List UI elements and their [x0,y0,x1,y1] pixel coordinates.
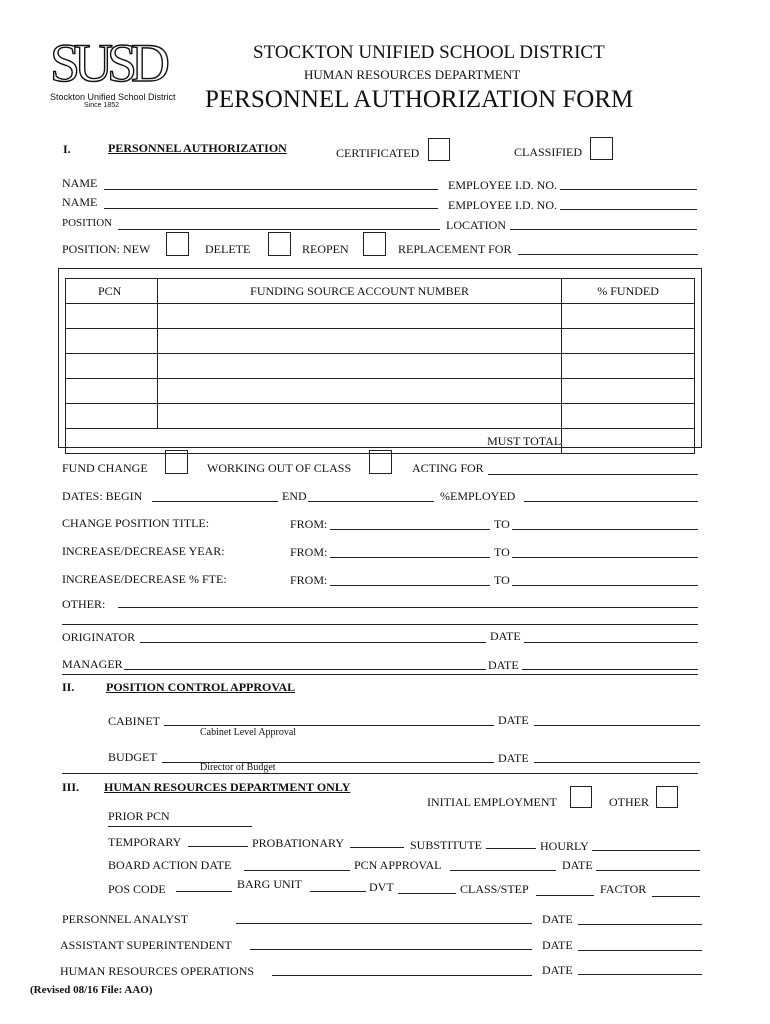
section-divider [62,674,698,675]
originator-label: ORIGINATOR [62,630,136,644]
other-field-1[interactable] [118,607,698,608]
other-employment-label: OTHER [609,795,649,809]
pcn-approval-label: PCN APPROVAL [354,858,442,872]
increase-decrease-year-label: INCREASE/DECREASE YEAR: [62,544,225,558]
location-label: LOCATION [446,218,506,232]
probationary-label: PROBATIONARY [252,836,345,850]
revision-note: (Revised 08/16 File: AAO) [30,984,153,996]
manager-date-field[interactable] [522,669,698,670]
position-title-from-label: FROM: [290,517,328,531]
position-title-from-field[interactable] [330,529,490,530]
assistant-superintendent-date-field[interactable] [578,950,702,951]
cabinet-date-label: DATE [498,713,529,727]
name-field-2[interactable] [104,208,438,209]
budget-date-label: DATE [498,751,529,765]
delete-label: DELETE [205,242,251,256]
department-name: HUMAN RESOURCES DEPARTMENT [304,67,521,82]
employee-id-label-1: EMPLOYEE I.D. NO. [448,178,557,192]
hourly-label: HOURLY [540,839,589,853]
percent-cell[interactable] [562,379,695,404]
employee-id-label-2: EMPLOYEE I.D. NO. [448,198,557,212]
assistant-superintendent-field[interactable] [250,949,532,950]
hr-operations-date-label: DATE [542,963,573,977]
working-out-of-class-label: WORKING OUT OF CLASS [207,461,352,475]
dvt-field[interactable] [398,893,456,894]
substitute-label: SUBSTITUTE [410,838,482,852]
fund-change-label: FUND CHANGE [62,461,148,475]
cabinet-date-field[interactable] [534,725,700,726]
dates-begin-field[interactable] [152,501,278,502]
prior-pcn-field[interactable] [108,826,252,827]
table-row [66,329,695,354]
end-label: END [282,489,307,503]
certificated-checkbox[interactable] [428,138,450,161]
fte-to-field[interactable] [512,585,698,586]
position-title-to-field[interactable] [512,529,698,530]
certificated-label: CERTIFICATED [336,146,420,160]
classified-label: CLASSIFIED [514,145,583,159]
pcn-header: PCN [66,279,158,304]
pcn-approval-field[interactable] [450,870,556,871]
table-row [66,354,695,379]
acting-for-field[interactable] [488,474,698,475]
section-2-numeral: II. [62,680,75,694]
originator-date-label: DATE [490,629,521,643]
fund-change-checkbox[interactable] [165,450,188,474]
total-spacer [66,429,158,454]
prior-pcn-label: PRIOR PCN [108,809,170,823]
section-1-heading: PERSONNEL AUTHORIZATION [108,141,287,155]
fte-to-label: TO [494,573,510,587]
percent-employed-label: %EMPLOYED [440,489,516,503]
account-cell[interactable] [157,379,561,404]
employee-id-field-1[interactable] [560,189,697,190]
percent-cell[interactable] [562,329,695,354]
board-action-date-field[interactable] [244,870,350,871]
factor-field[interactable] [652,896,700,897]
originator-date-field[interactable] [524,642,698,643]
year-from-label: FROM: [290,545,328,559]
table-row [66,304,695,329]
budget-date-field[interactable] [534,762,700,763]
initial-employment-label: INITIAL EMPLOYMENT [427,795,557,809]
account-cell[interactable] [157,404,561,429]
class-step-label: CLASS/STEP [460,882,529,896]
personnel-analyst-date-label: DATE [542,912,573,926]
fte-from-label: FROM: [290,573,328,587]
account-cell[interactable] [157,329,561,354]
year-to-field[interactable] [512,557,698,558]
factor-label: FACTOR [600,882,647,896]
section-3-numeral: III. [62,780,80,794]
personnel-analyst-date-field[interactable] [578,924,702,925]
percent-employed-field[interactable] [524,501,698,502]
cabinet-caption: Cabinet Level Approval [200,727,297,738]
position-title-to-label: TO [494,517,510,531]
reopen-label: REOPEN [302,242,349,256]
originator-field[interactable] [140,642,486,643]
fte-from-field[interactable] [330,585,490,586]
section-3-heading: HUMAN RESOURCES DEPARTMENT ONLY [104,780,351,794]
table-row [66,404,695,429]
position-label: POSITION [62,217,113,229]
replacement-for-field[interactable] [518,254,698,255]
temporary-label: TEMPORARY [108,835,182,849]
other-field-2[interactable] [62,624,698,625]
table-row [66,379,695,404]
district-name: STOCKTON UNIFIED SCHOOL DISTRICT [253,42,605,63]
cabinet-field[interactable] [164,725,494,726]
change-position-title-label: CHANGE POSITION TITLE: [62,516,210,530]
pcn-cell[interactable] [66,329,158,354]
name-label-1: NAME [62,176,98,190]
position-new-checkbox[interactable] [166,232,189,256]
barg-unit-field[interactable] [310,891,366,892]
section-1-numeral: I. [63,142,71,156]
budget-label: BUDGET [108,750,157,764]
percent-funded-header: % FUNDED [562,279,695,304]
name-field-1[interactable] [104,189,438,190]
dvt-label: DVT [369,880,394,894]
employee-id-field-2[interactable] [560,209,697,210]
percent-cell[interactable] [562,354,695,379]
temporary-field[interactable] [188,846,248,847]
board-action-date-label: BOARD ACTION DATE [108,858,232,872]
pcn-cell[interactable] [66,304,158,329]
increase-decrease-fte-label: INCREASE/DECREASE % FTE: [62,572,227,586]
manager-date-label: DATE [488,658,519,672]
other-label: OTHER: [62,597,106,611]
pcn-cell[interactable] [66,354,158,379]
must-total-label: MUST TOTAL [157,429,561,454]
pcn-approval-date-field[interactable] [596,870,700,871]
position-field[interactable] [118,229,440,230]
assistant-superintendent-label: ASSISTANT SUPERINTENDENT [60,938,232,952]
funding-table [65,278,695,454]
account-cell[interactable] [157,304,561,329]
form-title: PERSONNEL AUTHORIZATION FORM [205,86,634,113]
percent-cell[interactable] [562,304,695,329]
working-out-of-class-checkbox[interactable] [369,450,392,474]
account-cell[interactable] [157,354,561,379]
hr-operations-date-field[interactable] [578,974,702,975]
personnel-analyst-label: PERSONNEL ANALYST [62,912,189,926]
probationary-field[interactable] [350,847,404,848]
classified-checkbox[interactable] [590,137,613,160]
dates-begin-label: DATES: BEGIN [62,489,143,503]
year-to-label: TO [494,545,510,559]
year-from-field[interactable] [330,557,490,558]
location-field[interactable] [510,229,697,230]
section-2-heading: POSITION CONTROL APPROVAL [106,680,296,694]
substitute-field[interactable] [486,848,536,849]
initial-employment-checkbox[interactable] [570,786,592,808]
table-header-row [66,279,695,304]
end-field[interactable] [308,501,434,502]
hr-operations-field[interactable] [272,975,532,976]
class-step-field[interactable] [536,895,594,896]
hourly-field[interactable] [592,850,700,851]
name-label-2: NAME [62,195,98,209]
pos-code-field[interactable] [176,891,232,892]
pcn-cell[interactable] [66,379,158,404]
percent-cell[interactable] [562,404,695,429]
district-logo: SUSD [50,33,165,93]
manager-label: MANAGER [62,657,123,671]
logo-caption: Stockton Unified School District [50,92,176,102]
section-divider-2 [62,773,698,774]
pos-code-label: POS CODE [108,882,166,896]
manager-field[interactable] [124,669,486,670]
hr-operations-label: HUMAN RESOURCES OPERATIONS [60,964,255,978]
total-percent-cell[interactable] [562,429,695,454]
pcn-cell[interactable] [66,404,158,429]
budget-caption: Director of Budget [200,762,276,773]
logo-since: Since 1852 [84,102,120,109]
delete-checkbox[interactable] [268,232,291,256]
position-new-label: POSITION: NEW [62,242,151,256]
replacement-for-label: REPLACEMENT FOR [398,242,512,256]
funding-source-header: FUNDING SOURCE ACCOUNT NUMBER [157,279,561,304]
other-employment-checkbox[interactable] [656,786,678,808]
pcn-approval-date-label: DATE [562,858,593,872]
barg-unit-label: BARG UNIT [237,877,302,891]
personnel-analyst-field[interactable] [236,923,532,924]
cabinet-label: CABINET [108,714,160,728]
acting-for-label: ACTING FOR [412,461,484,475]
assistant-superintendent-date-label: DATE [542,938,573,952]
reopen-checkbox[interactable] [363,232,386,256]
